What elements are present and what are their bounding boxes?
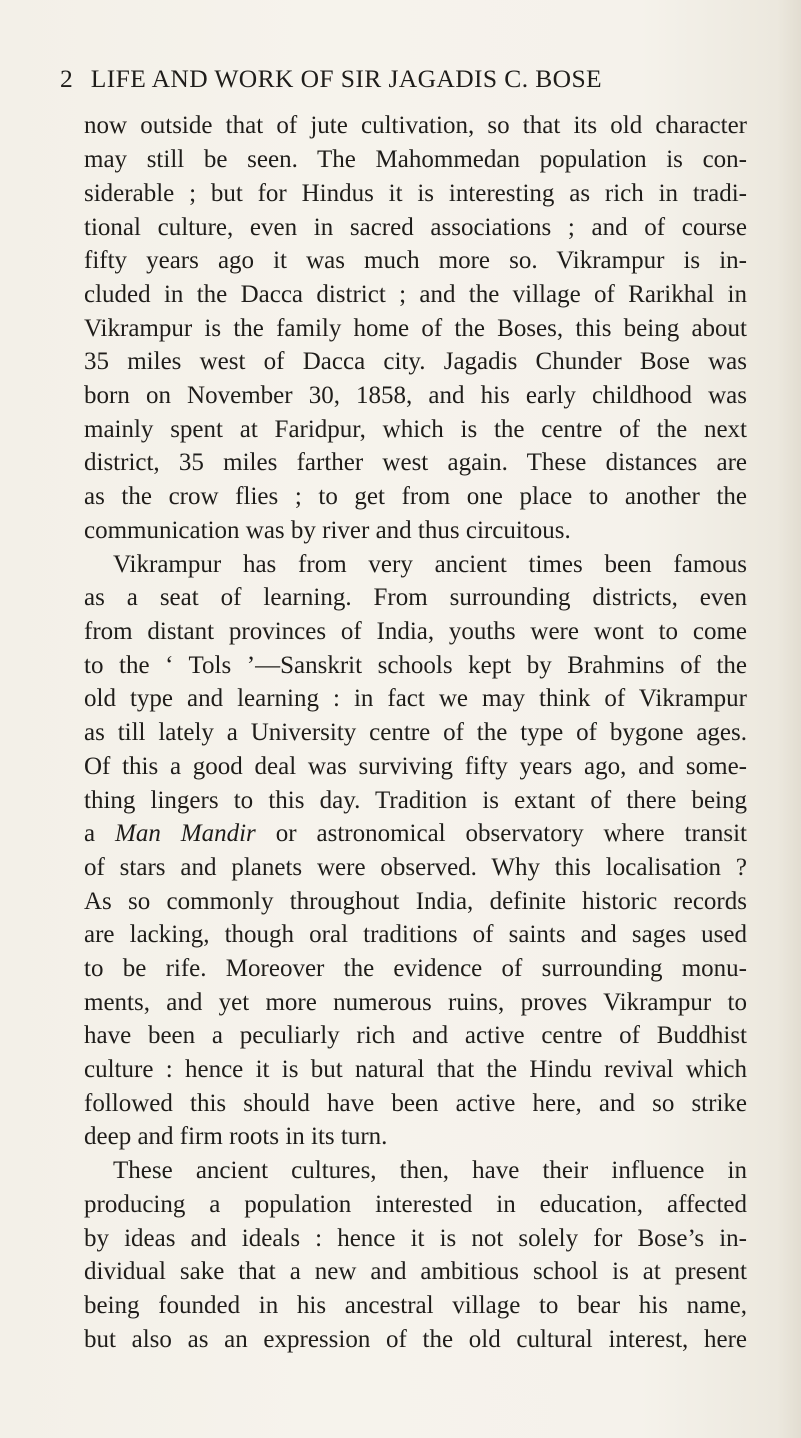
- text-line: of stars and planets were observed. Why this localisation ?: [84, 854, 747, 881]
- text-line: fifty years ago it was much more so. Vikrampur is in-: [84, 247, 747, 274]
- text-line-with-italic: [84, 819, 747, 849]
- text-line: to be rife. Moreover the evidence of surrounding monu-: [84, 955, 747, 982]
- line-segment: a: [84, 820, 116, 847]
- text-line: siderable ; but for Hindus it is interesting as rich in tradi-: [84, 180, 747, 207]
- text-line: ments, and yet more numerous ruins, proves Vikrampur to: [84, 989, 747, 1016]
- text-line: are lacking, though oral traditions of saints and sages used: [84, 921, 747, 948]
- line-segment: or astronomical observatory where transit: [255, 820, 747, 847]
- text-line: mainly spent at Faridpur, which is the centre of the next: [84, 416, 747, 443]
- page-number: 2: [60, 64, 74, 93]
- text-line: from distant provinces of India, youths were wont to come: [84, 618, 747, 645]
- text-line: as the crow flies ; to get from one place to another the: [84, 483, 747, 510]
- running-title: LIFE AND WORK OF SIR JAGADIS C. BOSE: [90, 64, 603, 93]
- text-line: As so commonly throughout India, definite historic records: [84, 888, 747, 915]
- text-line: 35 miles west of Dacca city. Jagadis Chunder Bose was: [84, 348, 747, 375]
- text-line: may still be seen. The Mahommedan population is con-: [84, 146, 747, 173]
- text-line: Vikrampur is the family home of the Boses, this being about: [84, 315, 747, 342]
- text-line: by ideas and ideals : hence it is not solely for Bose’s in-: [84, 1225, 747, 1252]
- italic-term: Man Mandir: [115, 820, 256, 847]
- text-line: culture : hence it is but natural that the Hindu revival which: [84, 1056, 747, 1083]
- text-line: thing lingers to this day. Tradition is extant of there being: [84, 787, 747, 814]
- text-line: to the ‘ Tols ’—Sanskrit schools kept by Brahmins of the: [84, 652, 747, 679]
- text-line: dividual sake that a new and ambitious school is at present: [84, 1258, 747, 1285]
- text-line: as a seat of learning. From surrounding districts, even: [84, 584, 747, 611]
- text-line: tional culture, even in sacred associations ; and of course: [84, 214, 747, 241]
- text-line: as till lately a University centre of the type of bygone ages.: [84, 719, 747, 746]
- text-line: born on November 30, 1858, and his early childhood was: [84, 382, 747, 409]
- text-line: cluded in the Dacca district ; and the village of Rarikhal in: [84, 281, 747, 308]
- text-line: followed this should have been active here, and so strike: [84, 1090, 747, 1117]
- text-line: being founded in his ancestral village to bear his name,: [84, 1292, 747, 1319]
- text-line: district, 35 miles farther west again. These distances are: [84, 449, 747, 476]
- paragraph-start-line: These ancient cultures, then, have their influence in: [113, 1157, 747, 1184]
- text-line: producing a population interested in education, affected: [84, 1191, 747, 1218]
- text-line: deep and firm roots in its turn.: [84, 1123, 388, 1150]
- text-line: now outside that of jute cultivation, so that its old character: [84, 112, 747, 139]
- text-line: Of this a good deal was surviving fifty years ago, and some-: [84, 753, 747, 780]
- text-line: but also as an expression of the old cultural interest, here: [84, 1326, 747, 1353]
- paragraph-start-line: Vikrampur has from very ancient times been famous: [113, 551, 747, 578]
- text-line: have been a peculiarly rich and active centre of Buddhist: [84, 1022, 747, 1049]
- text-line: old type and learning : in fact we may think of Vikrampur: [84, 685, 747, 712]
- text-line: communication was by river and thus circuitous.: [84, 517, 571, 544]
